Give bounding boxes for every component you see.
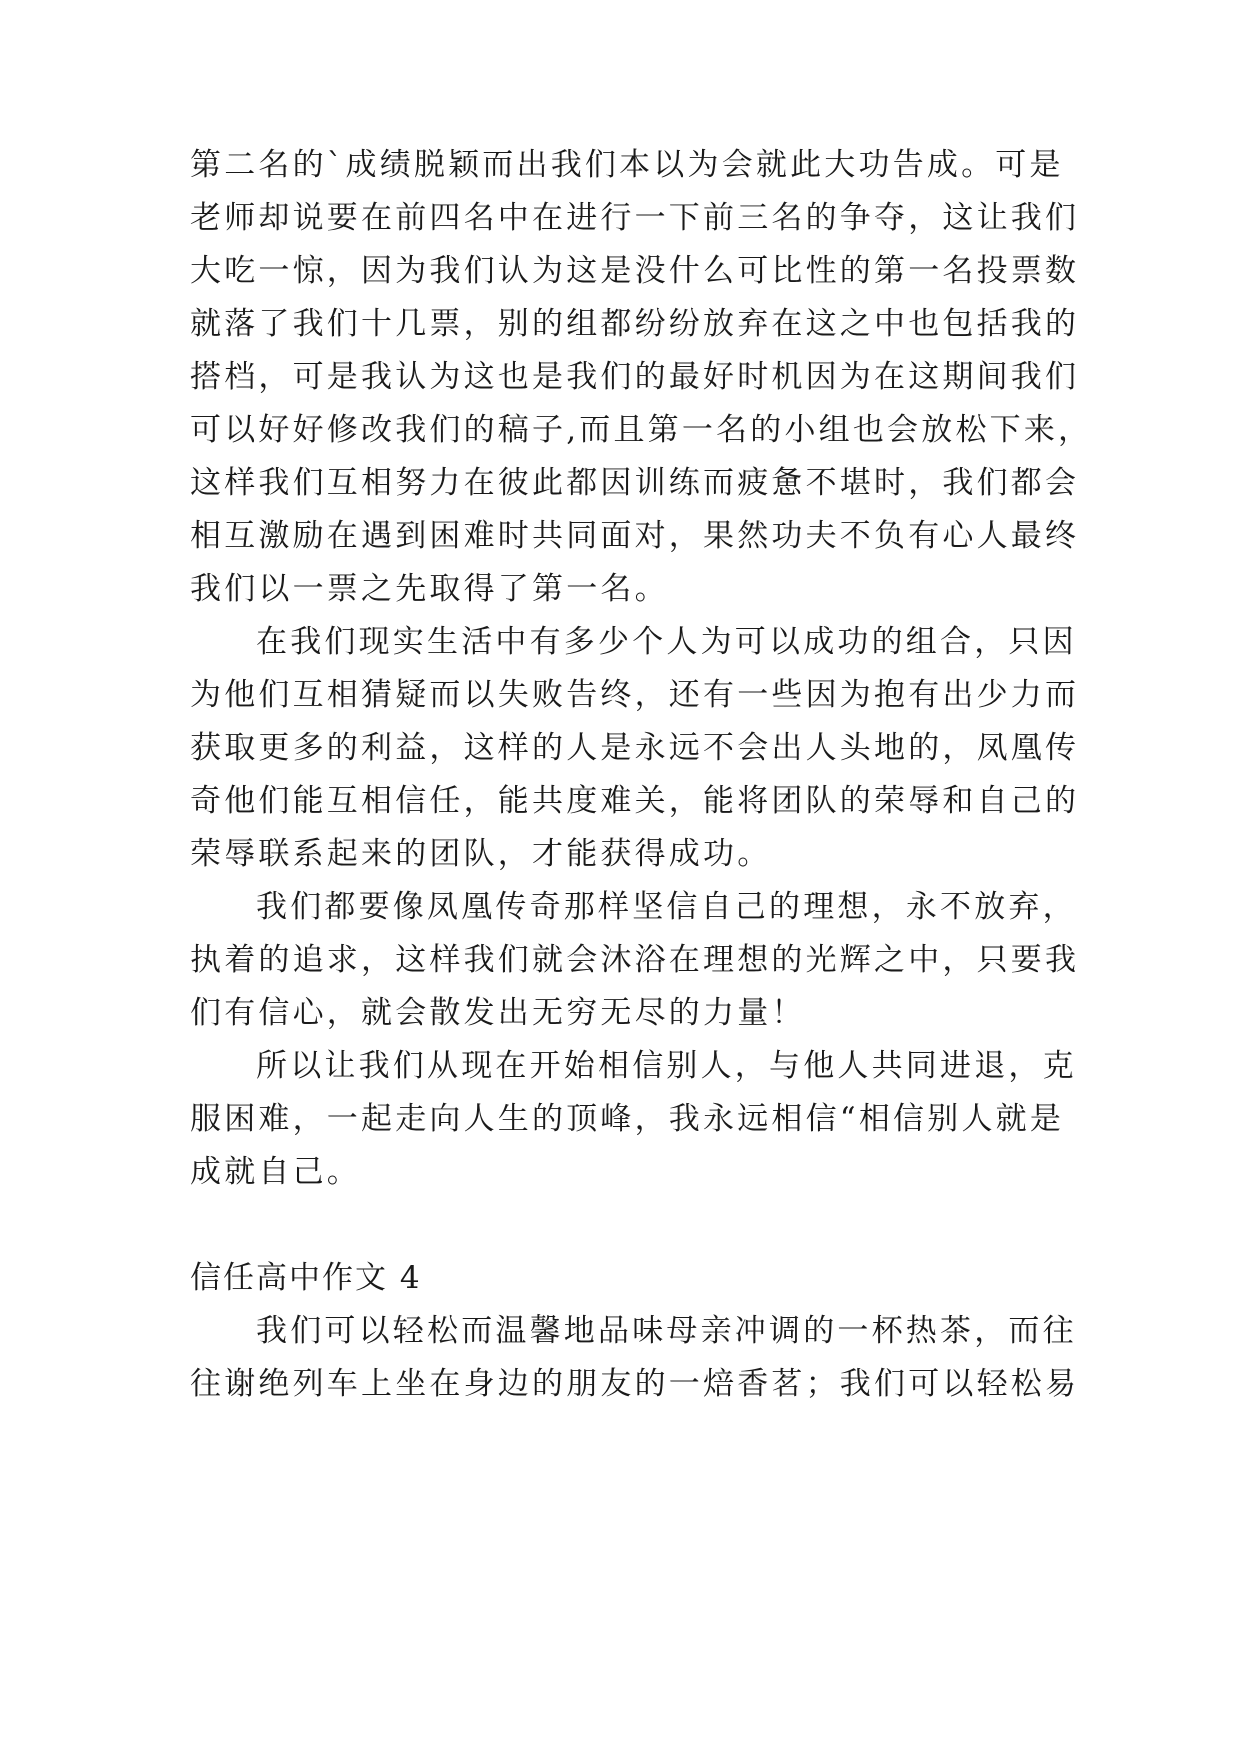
paragraph-line: 第二名的`成绩脱颖而出我们本以为会就此大功告成。可是 xyxy=(190,147,1064,183)
paragraph-line: 搭档，可是我认为这也是我们的最好时机因为在这期间我们 xyxy=(190,359,1080,395)
paragraph-line: 相互激励在遇到困难时共同面对，果然功夫不负有心人最终 xyxy=(190,518,1080,554)
paragraph-line: 老师却说要在前四名中在进行一下前三名的争夺，这让我们 xyxy=(190,200,1080,236)
paragraph-line: 往谢绝列车上坐在身边的朋友的一焙香茗；我们可以轻松易 xyxy=(190,1366,1080,1402)
paragraph-line: 我们可以轻松而温馨地品味母亲冲调的一杯热茶，而往 xyxy=(256,1313,1077,1349)
section-heading: 信任高中作文 4 xyxy=(190,1260,422,1296)
paragraph-line: 可以好好修改我们的稿子,而且第一名的小组也会放松下来， xyxy=(190,412,1093,448)
paragraph-line: 奇他们能互相信任，能共度难关，能将团队的荣辱和自己的 xyxy=(190,783,1080,819)
paragraph-line: 我们都要像凤凰传奇那样坚信自己的理想，永不放弃， xyxy=(256,889,1077,925)
paragraph-line: 服困难，一起走向人生的顶峰，我永远相信“相信别人就是 xyxy=(190,1101,1065,1137)
paragraph-line: 们有信心，就会散发出无穷无尽的力量！ xyxy=(190,995,806,1031)
paragraph-line: 执着的追求，这样我们就会沐浴在理想的光辉之中，只要我 xyxy=(190,942,1080,978)
paragraph-line: 为他们互相猜疑而以失败告终，还有一些因为抱有出少力而 xyxy=(190,677,1080,713)
paragraph-line: 成就自己。 xyxy=(190,1154,361,1190)
paragraph-line: 就落了我们十几票，别的组都纷纷放弃在这之中也包括我的 xyxy=(190,306,1080,342)
paragraph-line: 获取更多的利益，这样的人是永远不会出人头地的，凤凰传 xyxy=(190,730,1080,766)
paragraph-line: 大吃一惊，因为我们认为这是没什么可比性的第一名投票数 xyxy=(190,253,1080,289)
paragraph-line: 我们以一票之先取得了第一名。 xyxy=(190,571,669,607)
paragraph-line: 所以让我们从现在开始相信别人，与他人共同进退，克 xyxy=(256,1048,1077,1084)
paragraph-line: 这样我们互相努力在彼此都因训练而疲惫不堪时，我们都会 xyxy=(190,465,1080,501)
paragraph-line: 荣辱联系起来的团队，才能获得成功。 xyxy=(190,836,772,872)
paragraph-line: 在我们现实生活中有多少个人为可以成功的组合，只因 xyxy=(256,624,1077,660)
